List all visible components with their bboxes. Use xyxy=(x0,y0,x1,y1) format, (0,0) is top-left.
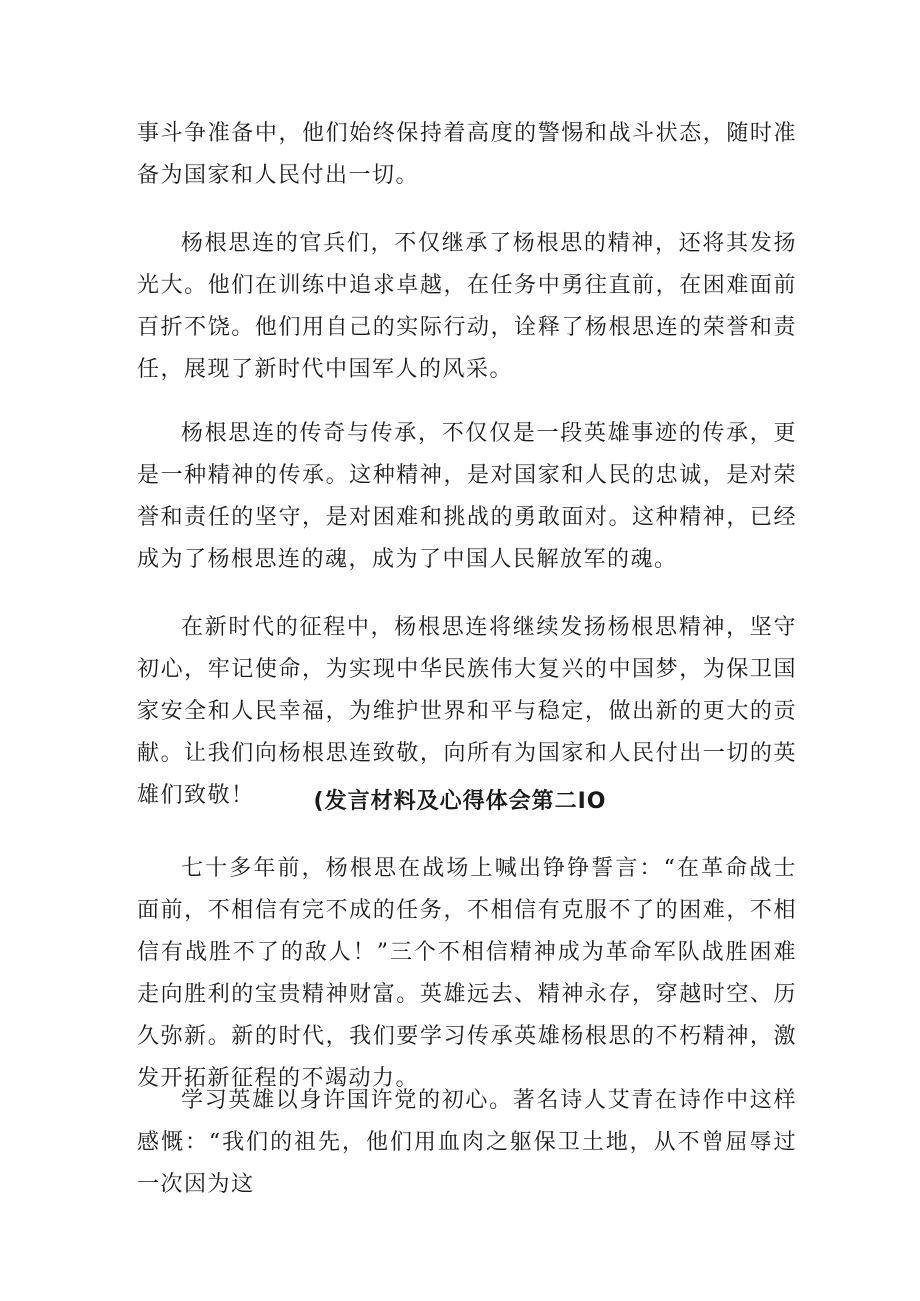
paragraph: 学习英雄以身许国许党的初心。著名诗人艾青在诗作中这样感慨：“我们的祖先，他们用血肉之躯保卫土地，从不曾屈辱过一次因为这 xyxy=(137,1088,797,1197)
paragraph: 在新时代的征程中，杨根思连将继续发扬杨根思精神，坚守初心，牢记使命，为实现中华民族伟大复兴的中国梦，为保卫国家安全和人民幸福，为维护世界和平与稳定，做出新的更大的贡献。让我们向杨根思连致敬，向所有为国家和人民付出一切的英雄们致敬！ xyxy=(137,615,797,808)
paragraph: 七十多年前，杨根思在战场上喊出铮铮誓言：“在革命战士面前，不相信有完不成的任务，不相信有克服不了的困难，不相信有战胜不了的敌人！”三个不相信精神成为革命军队战胜困难走向胜利的宝贵精神财富。英雄远去、精神永存，穿越时空、历久弥新。新的时代，我们要学习传承英雄杨根思的不朽精神，激发开拓新征程的不竭动力。 xyxy=(137,856,797,1091)
paragraph: 杨根思连的传奇与传承，不仅仅是一段英雄事迹的传承，更是一种精神的传承。这种精神，是对国家和人民的忠诚，是对荣誉和责任的坚守，是对困难和挑战的勇敢面对。这种精神，已经成为了杨根思连的魂，成为了中国人民解放军的魂。 xyxy=(137,421,797,572)
paragraph: 杨根思连的官兵们，不仅继承了杨根思的精神，还将其发扬光大。他们在训练中追求卓越，在任务中勇往直前，在困难面前百折不饶。他们用自己的实际行动，诠释了杨根思连的荣誉和责任，展现了新时代中国军人的风采。 xyxy=(137,231,797,382)
paragraph-continued: 事斗争准备中，他们始终保持着高度的警惕和战斗状态，随时准备为国家和人民付出一切。 xyxy=(137,121,797,188)
section-heading: (发言材料及心得体会第二IO xyxy=(313,789,607,814)
